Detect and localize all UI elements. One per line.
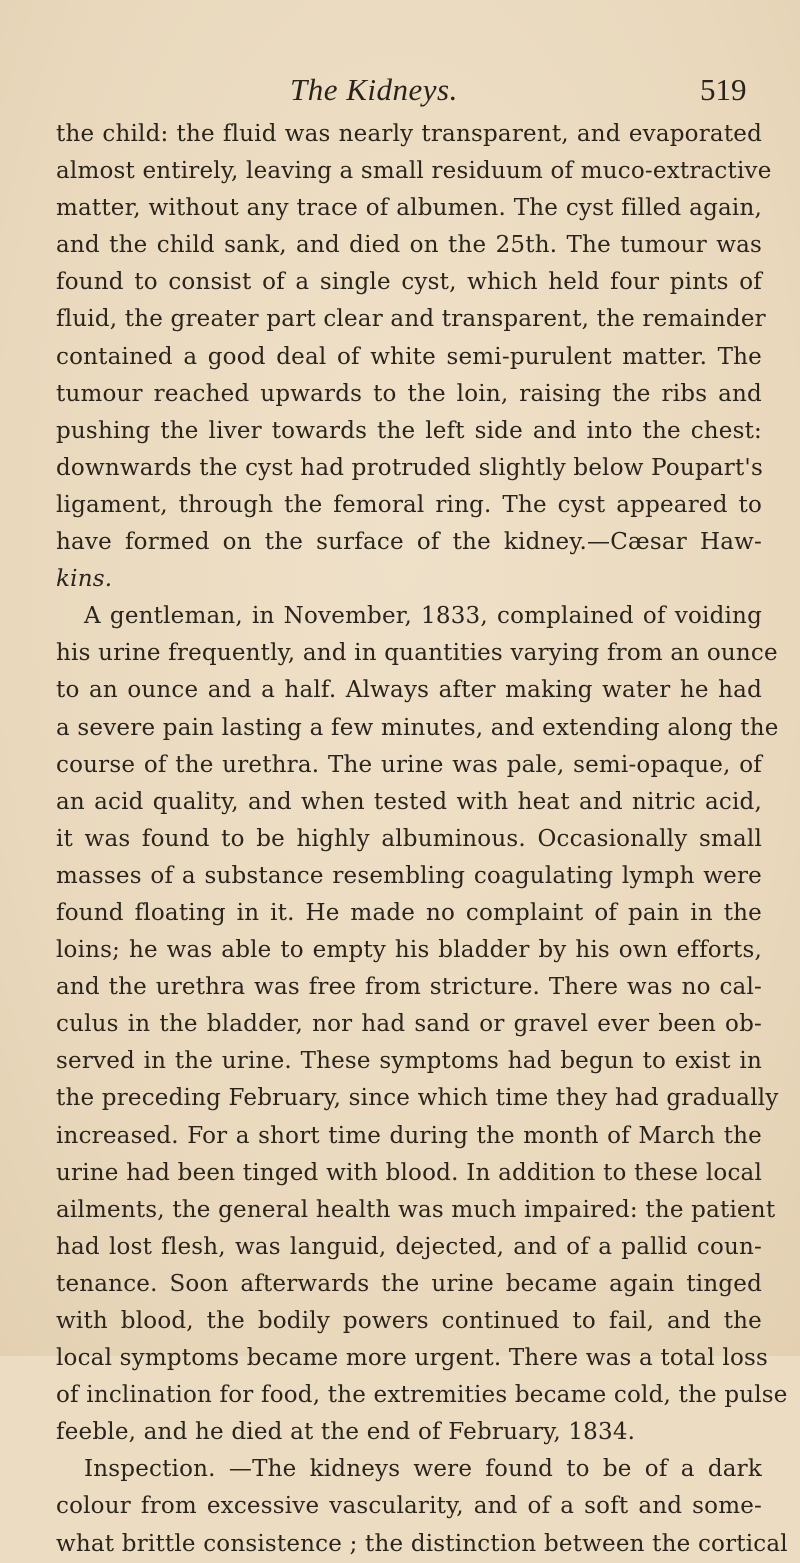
body-text: [56, 116, 788, 1563]
text-line: urine had been tinged with blood. In addition to these local: [56, 1159, 762, 1186]
text-line: feeble, and he died at the end of February, 1834.: [56, 1419, 636, 1446]
text-line: to an ounce and a half. Always after making water he had: [56, 677, 762, 704]
running-head: [0, 72, 800, 112]
text-line: downwards the cyst had protruded slightly below Poupart's: [56, 454, 763, 481]
text-line: the child: the fluid was nearly transparent, and evaporated: [56, 121, 762, 147]
text-line: Inspection. —The kidneys were found to be of a dark: [84, 1456, 762, 1483]
text-line: and the urethra was free from stricture. There was no cal-: [56, 974, 762, 1001]
text-line: matter, without any trace of albumen. The cyst filled again,: [56, 195, 762, 222]
text-line: fluid, the greater part clear and transparent, the remainder: [56, 306, 766, 333]
text-line: a severe pain lasting a few minutes, and extending along the: [56, 714, 779, 741]
text-line: served in the urine. These symptoms had begun to exist in: [56, 1048, 762, 1075]
page-number: 519: [700, 72, 747, 107]
text-line: tenance. Soon afterwards the urine became again tinged: [56, 1270, 762, 1297]
text-line: his urine frequently, and in quantities varying from an ounce: [56, 640, 778, 667]
text-line: and the child sank, and died on the 25th. The tumour was: [56, 232, 762, 259]
text-line: an acid quality, and when tested with heat and nitric acid,: [56, 788, 762, 815]
text-line: loins; he was able to empty his bladder by his own efforts,: [56, 937, 762, 964]
text-line: contained a good deal of white semi-purulent matter. The: [56, 343, 762, 370]
text-line: found floating in it. He made no complaint of pain in the: [56, 899, 762, 926]
text-line: A gentleman, in November, 1833, complained of voiding: [84, 603, 762, 630]
text-line: almost entirely, leaving a small residuum of muco-extractive: [56, 158, 772, 185]
text-line: with blood, the bodily powers continued to fail, and the: [56, 1308, 762, 1334]
text-line: ailments, the general health was much impaired: the patient: [56, 1196, 776, 1223]
text-line: colour from excessive vascularity, and of a soft and some-: [56, 1493, 762, 1520]
text-line: it was found to be highly albuminous. Occasionally small: [56, 825, 762, 852]
text-line: masses of a substance resembling coagulating lymph were: [56, 862, 762, 889]
running-head-title: The Kidneys.: [290, 72, 458, 107]
text-line: culus in the bladder, nor had sand or gravel ever been ob-: [56, 1011, 762, 1038]
text-line: the preceding February, since which time they had gradually: [56, 1085, 779, 1112]
text-line: tumour reached upwards to the loin, raising the ribs and: [56, 380, 762, 407]
text-line: increased. For a short time during the month of March the: [56, 1122, 762, 1149]
text-line: of inclination for food, the extremities became cold, the pulse: [56, 1382, 788, 1409]
text-line: local symptoms became more urgent. There was a total loss: [56, 1345, 769, 1372]
text-line: ligament, through the femoral ring. The cyst appeared to: [56, 491, 762, 518]
text-line: pushing the liver towards the left side and into the chest:: [56, 417, 762, 444]
text-line: have formed on the surface of the kidney.—Cæsar Haw-: [56, 529, 762, 556]
text-line: what brittle consistence ; the distinction between the cortical: [56, 1530, 788, 1557]
text-line: course of the urethra. The urine was pale, semi-opaque, of: [56, 751, 762, 778]
text-line: kins.: [56, 566, 113, 593]
text-line: had lost flesh, was languid, dejected, and of a pallid coun-: [56, 1233, 762, 1260]
text-line: found to consist of a single cyst, which held four pints of: [56, 269, 762, 296]
